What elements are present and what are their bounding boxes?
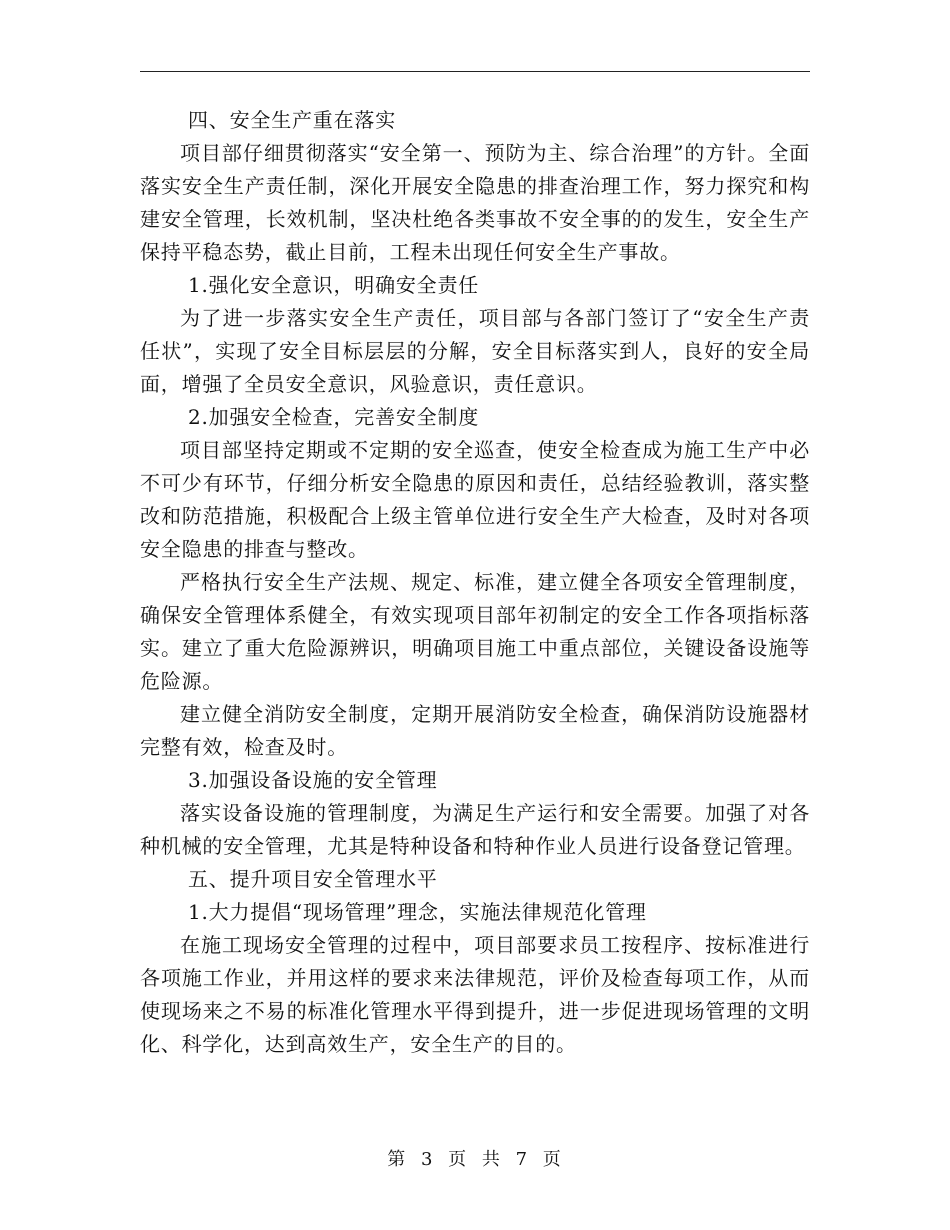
paragraph: 建立健全消防安全制度，定期开展消防安全检查，确保消防设施器材完整有效，检查及时。: [140, 702, 810, 759]
document-body: [140, 104, 810, 1061]
subsection-heading: 2.加强安全检查，完善安全制度: [188, 405, 480, 429]
paragraph: 为了进一步落实安全生产责任，项目部与各部门签订了“安全生产责任状”，实现了安全目标层层的分解，安全目标落实到人，良好的安全局面，增强了全员安全意识，风验意识，责任意识。: [140, 306, 810, 396]
paragraph: 项目部仔细贯彻落实“安全第一、预防为主、综合治理”的方针。全面落实安全生产责任制，深化开展安全隐患的排查治理工作，努力探究和构建安全管理，长效机制，坚决杜绝各类事故不安全事的的发生，安全生产保持平稳态势，截止目前，工程未出现任何安全生产事故。: [140, 141, 810, 264]
page-number-footer: 第 3 页 共 7 页: [387, 1149, 563, 1170]
subsection-heading: 1.大力提倡“现场管理”理念，实施法律规范化管理: [188, 900, 647, 924]
paragraph: 落实设备设施的管理制度，为满足生产运行和安全需要。加强了对各种机械的安全管理，尤其是特种设备和特种作业人员进行设备登记管理。: [140, 801, 810, 858]
section-heading-5: 五、提升项目安全管理水平: [188, 867, 438, 891]
section-heading-4: 四、安全生产重在落实: [188, 108, 396, 132]
header-rule: [140, 71, 810, 72]
subsection-heading: 1.强化安全意识，明确安全责任: [188, 273, 480, 297]
subsection-heading: 3.加强设备设施的安全管理: [188, 768, 438, 792]
paragraph: 严格执行安全生产法规、规定、标准，建立健全各项安全管理制度，确保安全管理体系健全，有效实现项目部年初制定的安全工作各项指标落实。建立了重大危险源辨识，明确项目施工中重点部位，关键设备设施等危险源。: [140, 570, 810, 693]
paragraph: 在施工现场安全管理的过程中，项目部要求员工按程序、按标准进行各项施工作业，并用这样的要求来法律规范，评价及检查每项工作，从而使现场来之不易的标准化管理水平得到提升，进一步促进现场管理的文明化、科学化，达到高效生产，安全生产的目的。: [140, 933, 810, 1056]
paragraph: 项目部坚持定期或不定期的安全巡查，使安全检查成为施工生产中必不可少有环节，仔细分析安全隐患的原因和责任，总结经验教训，落实整改和防范措施，积极配合上级主管单位进行安全生产大检查，及时对各项安全隐患的排查与整改。: [140, 438, 810, 561]
